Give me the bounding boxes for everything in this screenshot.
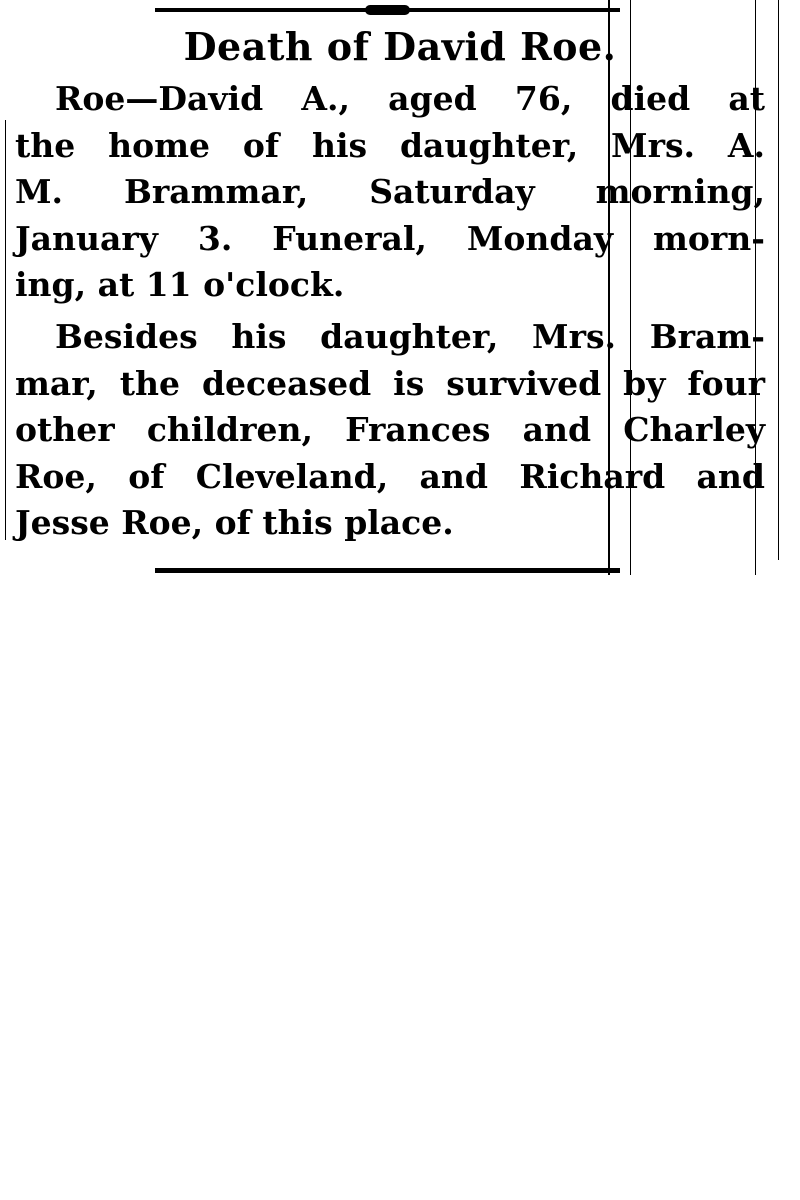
text-line: the home of his daughter, Mrs. A.: [15, 125, 765, 165]
paragraph-2: [15, 314, 765, 547]
paragraph-1: [15, 76, 765, 309]
text-line: M. Brammar, Saturday morning,: [15, 172, 765, 211]
headline: Death of David Roe.: [183, 24, 617, 69]
text-line: ing, at 11 o'clock.: [15, 265, 345, 304]
top-rule: [155, 8, 620, 12]
text-line: Roe—David A., aged 76, died at: [55, 79, 765, 118]
text-line: mar, the deceased is survived by four: [15, 363, 765, 403]
text-line: Jesse Roe, of this place.: [15, 503, 454, 542]
newspaper-clipping: [0, 0, 800, 575]
column-rule: [778, 0, 779, 560]
text-line: Besides his daughter, Mrs. Bram-: [55, 317, 765, 356]
column-rule: [5, 120, 6, 540]
text-line: January 3. Funeral, Monday morn-: [15, 218, 765, 258]
text-line: Roe, of Cleveland, and Richard and: [15, 456, 765, 496]
text-line: other children, Frances and Charley: [15, 410, 765, 449]
bottom-rule: [155, 568, 620, 573]
